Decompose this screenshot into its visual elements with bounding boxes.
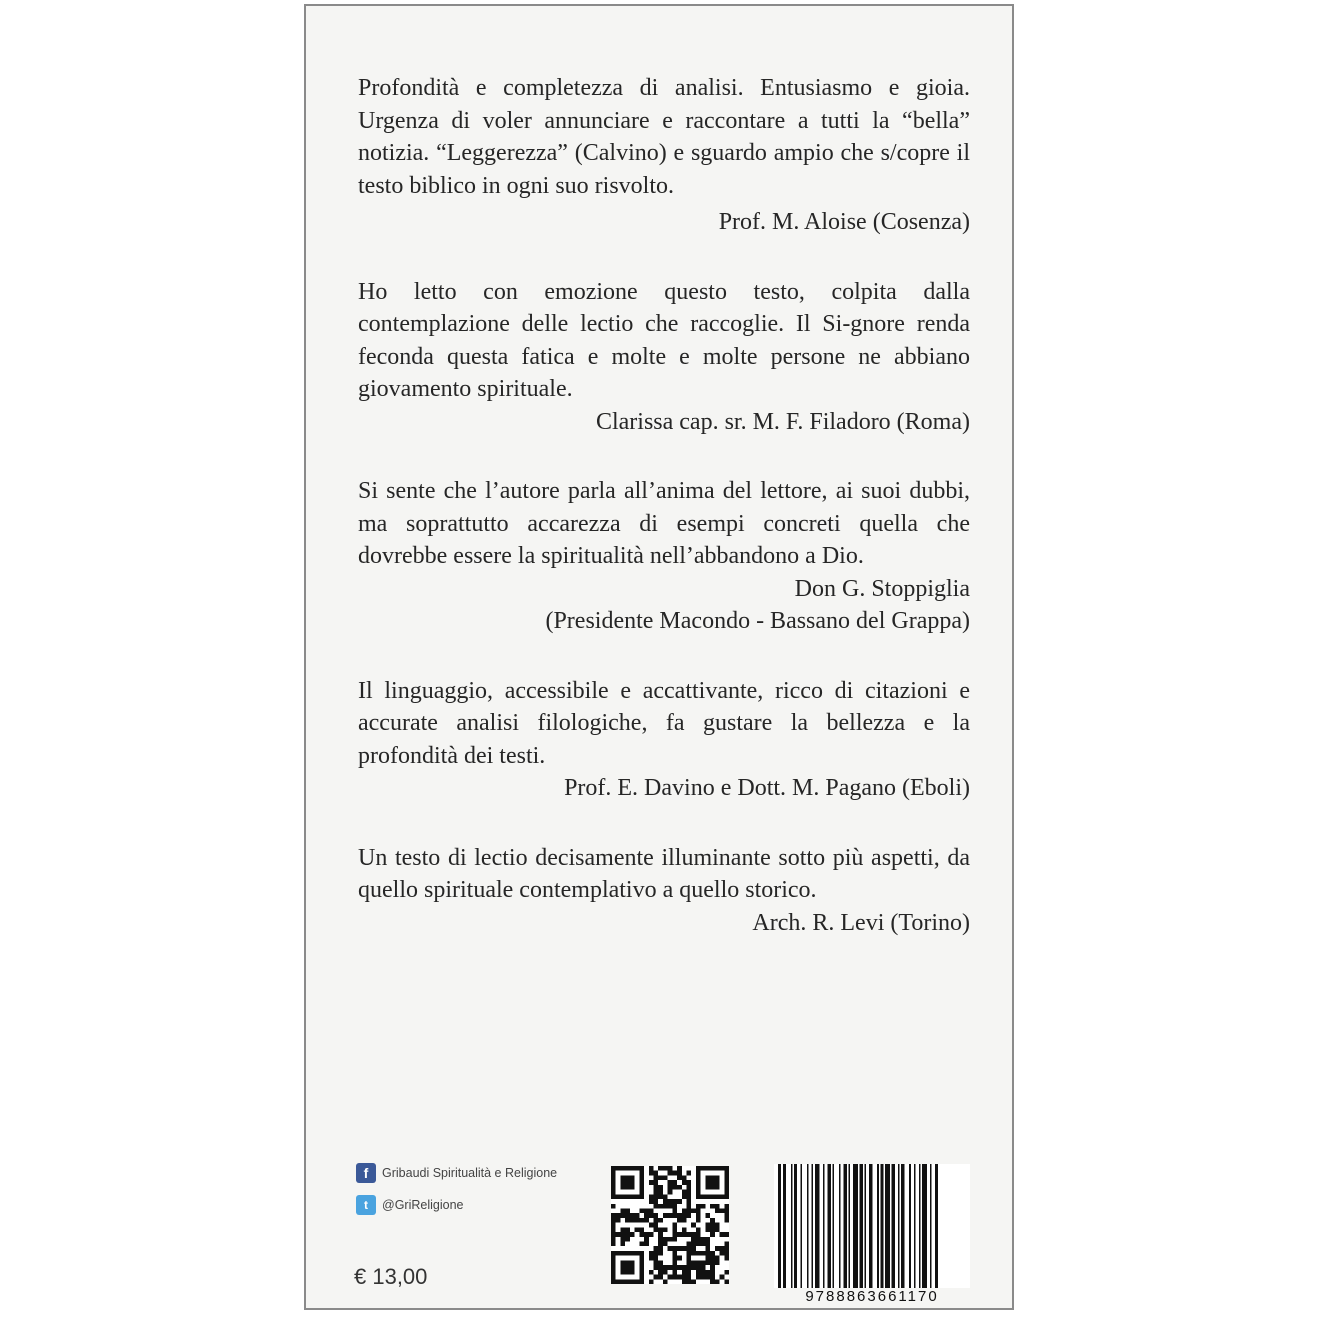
quote-attribution: Prof. E. Davino e Dott. M. Pagano (Eboli) [564,775,970,801]
quote-attribution: Prof. M. Aloise (Cosenza) [718,209,970,235]
barcode-number: 9788863661170 [805,1288,939,1305]
facebook-link [356,1161,557,1185]
quote-1 [358,72,970,239]
cover-footer [306,1156,1012,1306]
twitter-link [356,1193,557,1217]
quote-5 [358,842,970,940]
social-links [356,1161,557,1225]
quotes-section [358,72,970,976]
barcode-icon [774,1164,970,1288]
quote-4 [358,675,970,805]
quote-text: Il linguaggio, accessibile e accattivante, ricco di citazioni e accurate analisi filologiche, fa gustare la bellezza e la profondità dei testi. [358,677,970,769]
twitter-icon: t [356,1195,376,1215]
qr-code-icon [611,1166,729,1284]
quote-attribution: Arch. R. Levi (Torino) [752,909,970,936]
quote-attribution: Clarissa cap. sr. M. F. Filadoro (Roma) [595,408,970,435]
quote-2 [358,276,970,439]
quote-attribution: Don G. Stoppiglia [794,575,970,602]
twitter-label: @GriReligione [382,1198,464,1212]
book-back-cover [304,4,1014,1310]
quote-text: Si sente che l’autore parla all’anima del lettore, ai suoi dubbi, ma soprattutto accarezza di esempi concreti quella che dovrebbe essere la spiritualità nell’abbandono a Dio. [358,478,970,569]
quote-attribution-role: (Presidente Macondo - Bassano del Grappa) [545,608,970,634]
quote-3 [358,475,970,638]
quote-text: Ho letto con emozione questo testo, colpita dalla contemplazione delle lectio che raccoglie. Il Si-gnore renda feconda questa fatica e molte e molte persone ne abbiano giovamento spirituale. [358,278,970,402]
quote-text: Un testo di lectio decisamente illuminante sotto più aspetti, da quello spirituale contemplativo a quello storico. [358,844,970,903]
quote-text: Profondità e completezza di analisi. Entusiasmo e gioia. Urgenza di voler annunciare e raccontare a tutti la “bella” notizia. “Leggerezza” (Calvino) e sguardo ampio che s/copre il testo biblico in ogni suo risvolto. [358,75,970,199]
facebook-icon: f [356,1163,376,1183]
facebook-label: Gribaudi Spiritualità e Religione [382,1166,558,1180]
price-label: € 13,00 [354,1264,428,1289]
